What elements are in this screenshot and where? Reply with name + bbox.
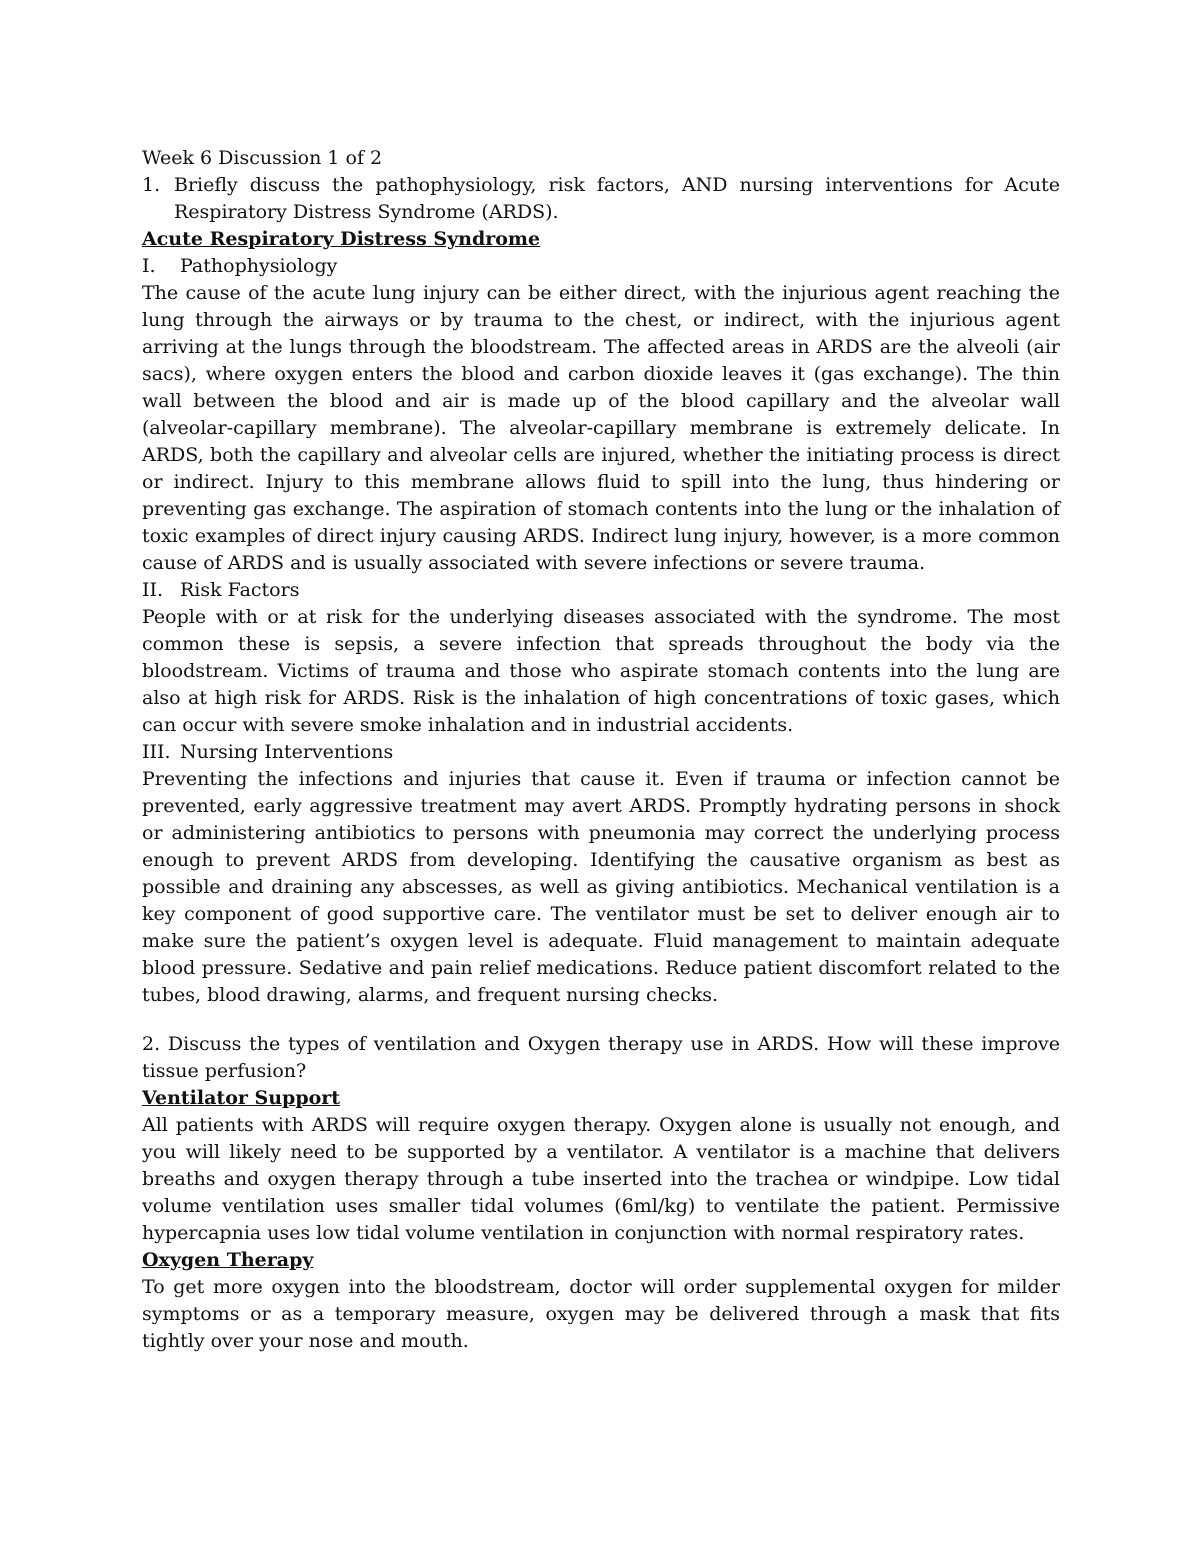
section-1-number: I. — [142, 255, 156, 277]
section-3-number: III. — [142, 741, 171, 763]
question-1 — [142, 172, 1060, 226]
question-1-number: 1. — [142, 174, 161, 196]
question-1-text: Briefly discuss the pathophysiology, risk factors, AND nursing interventions for Acute Respiratory Distress Syndrome (ARDS). — [174, 174, 1060, 223]
nursing-interventions-paragraph: Preventing the infections and injuries that cause it. Even if trauma or infection cannot be prevented, early aggressive treatment may avert ARDS. Promptly hydrating persons in shock or administering antibiotics to persons with pneumonia may correct the underlying process enough to prevent ARDS from developing. Identifying the causative organism as best as possible and draining any abscesses, as well as giving antibiotics. Mechanical ventilation is a key component of good supportive care. The ventilator must be set to deliver enough air to make sure the patient’s oxygen level is adequate. Fluid management to maintain adequate blood pressure. Sedative and pain relief medications. Reduce patient discomfort related to the tubes, blood drawing, alarms, and frequent nursing checks. — [142, 768, 1060, 1006]
document-body — [142, 145, 1060, 1355]
oxygen-therapy-paragraph: To get more oxygen into the bloodstream, doctor will order supplemental oxygen for milder symptoms or as a temporary measure, oxygen may be delivered through a mask that fits tightly over your nose and mouth. — [142, 1276, 1060, 1352]
ventilator-support-paragraph: All patients with ARDS will require oxygen therapy. Oxygen alone is usually not enough, and you will likely need to be supported by a ventilator. A ventilator is a machine that delivers breaths and oxygen therapy through a tube inserted into the trachea or windpipe. Low tidal volume ventilation uses smaller tidal volumes (6ml/kg) to ventilate the patient. Permissive hypercapnia uses low tidal volume ventilation in conjunction with normal respiratory rates. — [142, 1114, 1060, 1244]
risk-factors-paragraph: People with or at risk for the underlying diseases associated with the syndrome. The most common these is sepsis, a severe infection that spreads throughout the body via the bloodstream. Victims of trauma and those who aspirate stomach contents into the lung are also at high risk for ARDS. Risk is the inhalation of high concentrations of toxic gases, which can occur with severe smoke inhalation and in industrial accidents. — [142, 606, 1060, 736]
section-nursing-interventions-heading — [142, 739, 1060, 766]
section-2-title: Risk Factors — [180, 579, 300, 601]
section-risk-factors-heading — [142, 577, 1060, 604]
document-title: Week 6 Discussion 1 of 2 — [142, 147, 383, 169]
oxygen-therapy-heading: Oxygen Therapy — [142, 1249, 314, 1271]
section-3-title: Nursing Interventions — [180, 741, 394, 763]
ards-heading: Acute Respiratory Distress Syndrome — [142, 228, 541, 250]
question-2: 2. Discuss the types of ventilation and Oxygen therapy use in ARDS. How will these improve tissue perfusion? — [142, 1033, 1060, 1082]
section-pathophysiology-heading — [142, 253, 1060, 280]
section-2-number: II. — [142, 579, 164, 601]
paragraph-gap — [142, 1009, 1060, 1031]
pathophysiology-paragraph: The cause of the acute lung injury can be either direct, with the injurious agent reaching the lung through the airways or by trauma to the chest, or indirect, with the injurious agent arriving at the lungs through the bloodstream. The affected areas in ARDS are the alveoli (air sacs), where oxygen enters the blood and carbon dioxide leaves it (gas exchange). The thin wall between the blood and air is made up of the blood capillary and the alveolar wall (alveolar-capillary membrane). The alveolar-capillary membrane is extremely delicate. In ARDS, both the capillary and alveolar cells are injured, whether the initiating process is direct or indirect. Injury to this membrane allows fluid to spill into the lung, thus hindering or preventing gas exchange. The aspiration of stomach contents into the lung or the inhalation of toxic examples of direct injury causing ARDS. Indirect lung injury, however, is a more common cause of ARDS and is usually associated with severe infections or severe trauma. — [142, 282, 1060, 574]
section-1-title: Pathophysiology — [180, 255, 338, 277]
ventilator-support-heading: Ventilator Support — [142, 1087, 341, 1109]
